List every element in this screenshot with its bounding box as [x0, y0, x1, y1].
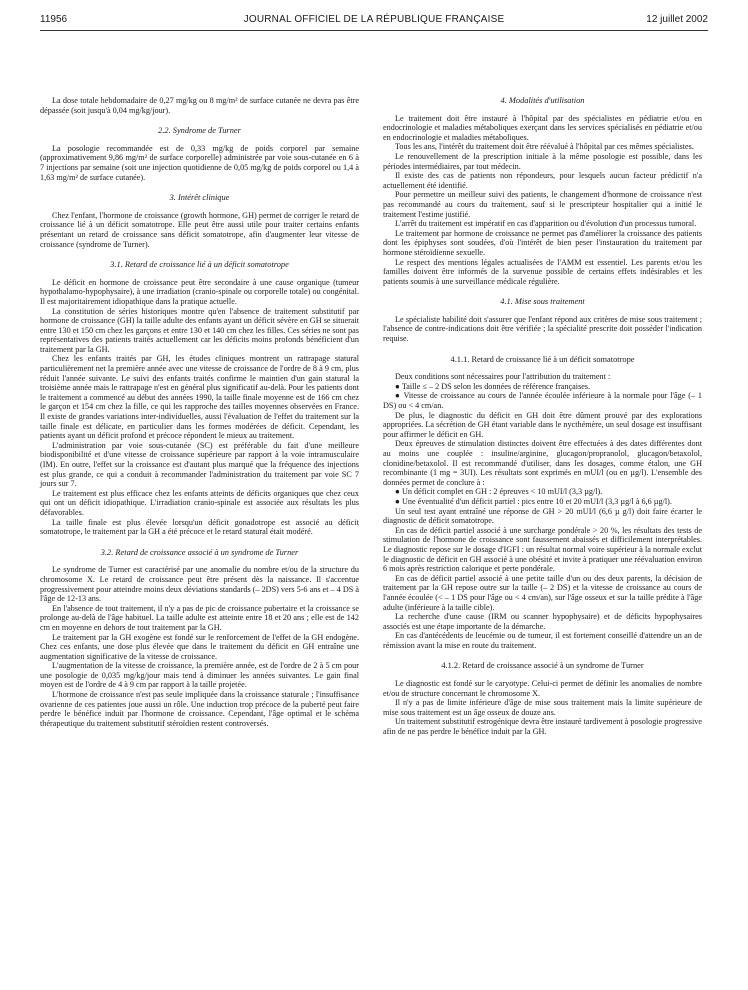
paragraph: Deux conditions sont nécessaires pour l'attribution du traitement : [395, 372, 611, 382]
paragraph: La posologie recommandée est de 0,33 mg/kg de poids corporel par semaine (approximativement 9,86 mg/m² de surface corporelle) administrée par voie sous-cutanée en 6 à 7 injections par semaine (soit une injection quotidienne de 0,05 mg/kg de poids corporel ou 1,4 à 1,63 mg/m² de surface cutanée). [40, 143, 359, 182]
paragraph: Le spécialiste habilité doit s'assurer que l'enfant répond aux critères de mise sous traitement ; l'absence de contre-indications doit être vérifiée ; la spécialité prescrite doit posséder l'indication requise. [383, 314, 702, 344]
paragraph: De plus, le diagnostic du déficit en GH doit être dûment prouvé par des explorations appropriées. La sécrétion de GH étant variable dans le nycthémère, un seul dosage est insuffisant pour affirmer le déficit en GH. [383, 410, 702, 439]
paragraph: Le renouvellement de la prescription initiale à la même posologie est possible, dans les périodes intermédiaires, par tout médecin. [383, 151, 702, 171]
right-column [383, 96, 702, 737]
page-number: 11956 [40, 14, 68, 25]
paragraph: En cas de déficit partiel associé à une surcharge pondérale > 20 %, les résultats des tests de stimulation de l'hormone de croissance sont faussement abaissés et difficilement interprétables. Le diagnostic repose sur le dosage d'IGFI : un résultat normal voire supérieur à la normale exclut le diagnostic de déficit en GH associé à une obésité et invite à pratiquer une réévaluation environ 6 mois après restriction calorique et perte pondérale. [383, 525, 702, 574]
paragraph: Le respect des mentions légales actualisées de l'AMM est essentiel. Les parents et/ou les familles doivent être informés de la survenue possible de certains effets indésirables et les patients soumis à une surveillance médicale régulière. [383, 257, 702, 286]
paragraph: L'administration par voie sous-cutanée (SC) est préférable du fait d'une meilleure biodisponibilité et d'une vitesse de croissance supérieure par rapport à la voie intramusculaire (IM). En outre, l'effet sur la croissance est d'autant plus marqué que la fréquence des injections est plus grande, ce qui a conduit à recommander l'administration du traitement par voie SC 7 jours sur 7. [40, 440, 359, 489]
section-heading-2-2: 2.2. Syndrome de Turner [158, 126, 241, 136]
paragraph: L'augmentation de la vitesse de croissance, la première année, est de l'ordre de 2 à 5 cm pour une posologie de 0,035 mg/kg/jour mais tend à diminuer les années suivantes. Le gain final moyen est de l'ordre de 4 à 9 cm par rapport à la taille projetée. [40, 661, 359, 690]
header-rule [40, 30, 708, 31]
paragraph: En cas d'antécédents de leucémie ou de tumeur, il est fortement conseillé d'attendre un an de rémission avant la mise en route du traitement. [383, 631, 702, 650]
paragraph: Tous les ans, l'intérêt du traitement doit être réévalué à l'hôpital par ces mêmes spécialistes. [395, 142, 694, 152]
paragraph: La dose totale hebdomadaire de 0,27 mg/kg ou 8 mg/m² de surface cutanée ne devra pas être dépassée (soit jusqu'à 0,04 mg/kg/jour). [40, 96, 359, 115]
list-item: ● Une éventualité d'un déficit partiel : pics entre 10 et 20 mUI/l (3,3 µg/l à 6,6 µg/l). [395, 496, 672, 506]
paragraph: En l'absence de tout traitement, il n'y a pas de pic de croissance pubertaire et la croissance se prolonge au-delà de l'âge habituel. La taille adulte est atteinte entre 18 et 20 ans ; elle est de 142 cm en moyenne en dehors de tout traitement par la GH. [40, 603, 359, 632]
paragraph: Il n'y a pas de limite inférieure d'âge de mise sous traitement mais la limite supérieure de mise sous traitement est un âge osseux de douze ans. [383, 698, 702, 717]
journal-title: JOURNAL OFFICIEL DE LA RÉPUBLIQUE FRANÇAISE [243, 14, 505, 25]
paragraph: Chez l'enfant, l'hormone de croissance (growth hormone, GH) permet de corriger le retard de croissance lié à un déficit somatotrope. Elle peut être aussi utile pour traiter certains enfants présentant un retard de croissance sans déficit somatotrope, afin d'augmenter leur vitesse de croissance (syndrome de Turner). [40, 210, 359, 249]
section-heading-3-1: 3.1. Retard de croissance lié à un déficit somatotrope [110, 260, 289, 270]
paragraph: La recherche d'une cause (IRM ou scanner hypophysaire) et de déficits hypophysaires associés est une étape importante de la démarche. [383, 612, 702, 631]
paragraph: En cas de déficit partiel associé à une petite taille d'un ou des deux parents, la décision de traitement par la GH repose outre sur la taille (– 2 DS) et la vitesse de croissance au cours de l'année écoulée (< – 1 DS pour l'âge ou < 4 cm/an), sur l'âge osseux et sur la taille prédite à l'âge adulte (inférieure à la taille cible). [383, 573, 702, 612]
list-item: ● Vitesse de croissance au cours de l'année écoulée inférieure à la normale pour l'âge (– 1 DS) ou < 4 cm/an. [383, 391, 702, 411]
publication-date: 12 juillet 2002 [646, 14, 708, 25]
list-item: ● Taille ≤ – 2 DS selon les données de référence françaises. [395, 381, 591, 391]
section-heading-4-1: 4.1. Mise sous traitement [500, 297, 585, 307]
paragraph: Pour permettre un meilleur suivi des patients, le changement d'hormone de croissance n'est pas recommandé au cours du traitement, sauf si le prescripteur hospitalier qui a initié le traitement l'estime justifié. [383, 190, 702, 219]
paragraph: Le syndrome de Turner est caractérisé par une anomalie du nombre et/ou de la structure du chromosome X. Le retard de croissance peut être présent dès la naissance. Il s'accentue progressivement pour atteindre moins deux déviations standards (– 2DS) vers 5-6 ans et – 4 DS à l'âge de 12-13 ans. [40, 565, 359, 604]
list-item: ● Un déficit complet en GH : 2 épreuves < 10 mUI/l (3,3 µg/l). [395, 487, 603, 497]
paragraph: L'hormone de croissance n'est pas seule impliquée dans la croissance staturale ; l'insuffisance ovarienne de ces patientes joue aussi un rôle. Une induction trop précoce de la puberté peut faire perdre le bénéfice induit par l'hormone de croissance. Cependant, l'âge optimal et le schéma thérapeutique du traitement substitutif stéroïdien restent controversés. [40, 690, 359, 728]
paragraph: L'arrêt du traitement est impératif en cas d'apparition ou d'évolution d'un processus tumoral. [395, 219, 697, 229]
section-heading-4: 4. Modalités d'utilisation [500, 96, 585, 105]
paragraph: Le traitement par hormone de croissance ne permet pas d'améliorer la croissance des patients dont les épiphyses sont soudées, d'où l'intérêt de bien peser l'instauration du traitement par hormone stéroïdienne sexuelle. [383, 228, 702, 257]
paragraph: La taille finale est plus élevée lorsqu'un déficit gonadotrope est associé au déficit somatotrope, le traitement par la GH a été précoce et le retard statural était modéré. [40, 517, 359, 537]
section-heading-3-2: 3.2. Retard de croissance associé à un syndrome de Turner [100, 547, 299, 557]
paragraph: La constitution de séries historiques montre qu'en l'absence de traitement substitutif par hormone de croissance (GH) la taille adulte des enfants ayant un déficit sévère en GH se situerait entre 130 et 150 cm chez les garçons et entre 130 et 140 cm chez les filles. Ces séries ne sont pas représentatives des patients traités actuellement car les déficits moins profonds bénéficient d'un traitement par la GH. [40, 306, 359, 354]
section-heading-4-1-1: 4.1.1. Retard de croissance lié à un déficit somatotrope [450, 354, 635, 364]
page-header [40, 14, 708, 30]
paragraph: Le traitement est plus efficace chez les enfants atteints de déficits organiques que chez ceux qui ont un déficit idiopathique. L'irradiation cranio-spinale est associée aux résultats les plus défavorables. [40, 488, 359, 517]
paragraph: Le traitement par la GH exogène est fondé sur le renforcement de l'effet de la GH endogène. Chez ces enfants, une dose plus élevée que dans le traitement du déficit en GH entraîne une augmentation significative de la vitesse de croissance. [40, 632, 359, 661]
left-column [40, 96, 359, 728]
section-heading-3: 3. Intérêt clinique [169, 193, 230, 203]
paragraph: Deux épreuves de stimulation distinctes doivent être effectuées à des dates différentes dont au moins une couplée : insuline/arginine, glucagon/propranolol, glucagon/betaxolol, clonidine/betaxolol. Il est recommandé d'utiliser, dans les dosages, comme étalon, une GH recombinante (1 mg = 3UI). Les résultats sont exprimés en mUI/l (ou en µg/l). L'ensemble des données permet de conclure à : [383, 439, 702, 487]
paragraph: Le traitement doit être instauré à l'hôpital par des spécialistes en pédiatrie et/ou en endocrinologie et maladies métaboliques exerçant dans les services spécialisés en pédiatrie et/ou en endocrinologie et maladies métaboliques. [383, 113, 702, 142]
section-heading-4-1-2: 4.1.2. Retard de croissance associé à un syndrome de Turner [441, 661, 644, 671]
paragraph: Un traitement substitutif estrogénique devra être instauré tardivement à posologie progressive afin de ne pas perdre le bénéfice induit par la GH. [383, 717, 702, 737]
paragraph: Il existe des cas de patients non répondeurs, pour lesquels aucun facteur prédictif n'a actuellement été identifié. [383, 171, 702, 190]
paragraph: Le déficit en hormone de croissance peut être secondaire à une cause organique (tumeur hypothalamo-hypophysaire), à une irradiation (cranio-spinale ou corporelle totale) ou congénital. Il est majoritairement idiopathique dans la pratique actuelle. [40, 277, 359, 306]
paragraph: Un seul test ayant entraîné une réponse de GH > 20 mUI/l (6,6 µ g/l) doit faire écarter le diagnostic de déficit somatotrope. [383, 506, 702, 526]
paragraph: Le diagnostic est fondé sur le caryotype. Celui-ci permet de définir les anomalies de nombre et/ou de structure concernant le chromosome X. [383, 679, 702, 698]
paragraph: Chez les enfants traités par GH, les études cliniques montrent un rattrapage statural particulièrement net la première année avec une vitesse de croissance de l'ordre de 8 à 9 cm, plus réduit l'année suivante. Le suivi des enfants traités confirme le maintien d'un gain statural la troisième année mais le rattrapage n'est en général plus significatif au-delà. Pour les patients dont le traitement a commencé au début des années 1990, la taille finale moyenne est de 166 cm chez le garçon et 154 cm chez la fille, ce qui les rapproche des tailles moyennes observées en France. Il existe de grandes variations inter-individuelles, aussi l'évaluation de l'effet du traitement sur la taille finale est délicate, en particulier dans les formes modérées de déficit. Cependant, les patients ayant un déficit profond et précoce répondent le mieux au traitement. [40, 354, 359, 441]
